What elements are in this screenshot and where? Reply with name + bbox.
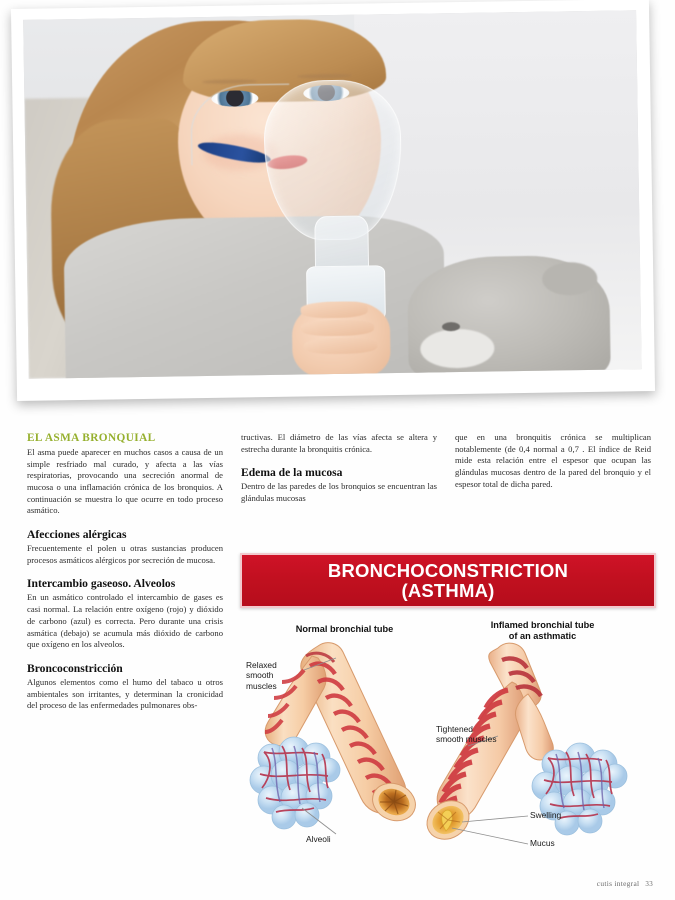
child-finger bbox=[304, 337, 378, 354]
bronchoconstriction-diagram bbox=[240, 612, 660, 874]
child-finger bbox=[301, 320, 375, 337]
paragraph: que en una bronquitis crónica se multiplican notablemente (de 0,4 normal a 0,7 . El índice de Reid mide esta relación entre el espesor que ocupan las glándulas mucosas dentro de la pared del bronquio y el espesor total de dicha pared. bbox=[455, 432, 651, 489]
diagram-title-inflamed-line2: of an asthmatic bbox=[508, 631, 577, 642]
label-relaxed-smooth-muscles: Relaxed smooth muscles bbox=[246, 660, 277, 691]
paragraph: En un asmático controlado el intercambio de gases es casi normal. La relación entre oxígeno (rojo) y dióxido de carbono (azul) es correcta. Pero durante una crisis asmática (debajo) se acumula más dióxido de carbono que oxígeno en los alveolos. bbox=[27, 592, 223, 650]
paragraph: Algunos elementos como el humo del tabaco u otros ambientales son irritantes, y determinan la cronicidad del proceso de las enfermedades pulmonares obs- bbox=[27, 676, 223, 711]
subheading-allergies: Afecciones alérgicas bbox=[27, 528, 127, 542]
photo-block bbox=[14, 4, 659, 404]
paragraph: El asma puede aparecer en muchos casos a causa de un simple resfriado mal curado, y afecta a las vías respiratorias, provocando una secreción anormal de mucosa o una inflamación crónica de los bronquios. A continuación se muestra lo que ocurre en todo proceso asmático. bbox=[27, 447, 223, 516]
label-alveoli: Alveoli bbox=[306, 834, 331, 844]
alveoli-cluster-inflamed bbox=[532, 743, 627, 835]
child-finger bbox=[300, 302, 368, 319]
subheading-mucosa-edema: Edema de la mucosa bbox=[241, 466, 343, 480]
label-tightened-smooth-muscles: Tightened smooth muscles bbox=[436, 724, 497, 745]
photo-frame bbox=[11, 0, 655, 401]
diagram-title-inflamed bbox=[455, 620, 630, 642]
paragraph: tructivas. El diámetro de las vías afecta se altera y estrecha durante la bronquitis crónica. bbox=[241, 432, 437, 454]
text-column-2 bbox=[241, 432, 437, 506]
label-swelling: Swelling bbox=[530, 810, 562, 820]
page-footer bbox=[597, 879, 653, 888]
diagram-title-inflamed-line1: Inflamed bronchial tube bbox=[490, 620, 595, 630]
paragraph: Dentro de las paredes de los bronquios se encuentran las glándulas mucosas bbox=[241, 481, 437, 504]
page-title: EL ASMA BRONQUIAL bbox=[27, 432, 156, 444]
text-column-1 bbox=[27, 432, 223, 713]
teddy-bear-ear bbox=[542, 262, 598, 295]
photo-scene bbox=[23, 10, 642, 379]
footer-publication: cutis integral bbox=[596, 879, 640, 888]
photo-image bbox=[23, 10, 642, 379]
diagram-banner bbox=[240, 553, 656, 608]
diagram-title-normal: Normal bronchial tube bbox=[295, 624, 394, 634]
subheading-gas-exchange: Intercambio gaseoso. Alveolos bbox=[27, 577, 176, 591]
banner-line-1: BRONCHOCONSTRICTION bbox=[327, 559, 569, 581]
alveoli-cluster-normal bbox=[250, 737, 340, 829]
text-column-3 bbox=[455, 432, 651, 491]
banner-line-2: (ASTHMA) bbox=[401, 579, 495, 601]
subheading-bronchoconstriction: Broncoconstricción bbox=[27, 661, 123, 675]
label-mucus: Mucus bbox=[530, 838, 555, 848]
paragraph: Frecuentemente el polen u otras sustancias producen procesos asmáticos alérgicos por secreción de mucosa. bbox=[27, 543, 223, 565]
banner-text bbox=[328, 561, 568, 601]
page-number: 33 bbox=[645, 880, 653, 888]
